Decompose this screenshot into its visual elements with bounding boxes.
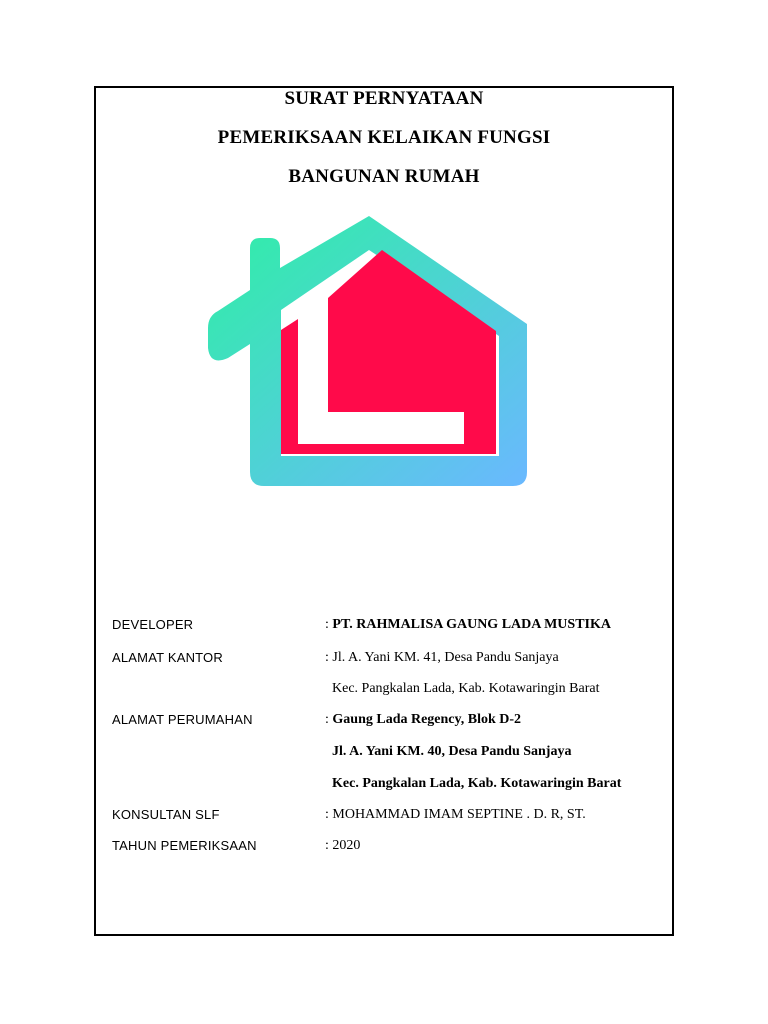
developer-value — [325, 617, 611, 633]
alamat-perumahan-label: ALAMAT PERUMAHAN — [112, 712, 253, 727]
alamat-perumahan-line-2: Jl. A. Yani KM. 40, Desa Pandu Sanjaya — [332, 744, 572, 759]
tahun-year: 2020 — [332, 838, 361, 853]
konsultan-row — [0, 807, 768, 829]
alamat-kantor-colon: : — [325, 650, 329, 665]
alamat-kantor-label: ALAMAT KANTOR — [112, 650, 223, 665]
alamat-perumahan-row — [0, 712, 768, 734]
alamat-perumahan-value — [325, 712, 521, 728]
doc-title-line-2: PEMERIKSAAN KELAIKAN FUNGSI — [217, 127, 551, 148]
alamat-perumahan-colon: : — [325, 712, 329, 727]
house-icon — [206, 216, 532, 486]
alamat-perumahan-line-1: Gaung Lada Regency, Blok D-2 — [332, 712, 522, 727]
konsultan-label: KONSULTAN SLF — [112, 807, 220, 822]
alamat-perumahan-row-2 — [0, 744, 768, 766]
tahun-row — [0, 838, 768, 860]
alamat-kantor-line-1: Jl. A. Yani KM. 41, Desa Pandu Sanjaya — [332, 650, 559, 665]
tahun-value — [325, 838, 360, 854]
alamat-kantor-line-2: Kec. Pangkalan Lada, Kab. Kotawaringin Barat — [332, 681, 600, 696]
konsultan-value — [325, 807, 586, 823]
tahun-label: TAHUN PEMERIKSAAN — [112, 838, 257, 853]
alamat-perumahan-row-3 — [0, 776, 768, 798]
konsultan-colon: : — [325, 807, 329, 822]
developer-row — [0, 617, 768, 639]
developer-name: PT. RAHMALISA GAUNG LADA MUSTIKA — [332, 617, 611, 632]
developer-label: DEVELOPER — [112, 617, 194, 632]
alamat-kantor-row-2 — [0, 681, 768, 703]
konsultan-name: MOHAMMAD IMAM SEPTINE . D. R, ST. — [332, 807, 586, 822]
alamat-perumahan-line-3: Kec. Pangkalan Lada, Kab. Kotawaringin Barat — [332, 776, 622, 791]
alamat-kantor-row — [0, 650, 768, 672]
alamat-kantor-value — [325, 650, 559, 666]
doc-title-line-1: SURAT PERNYATAAN — [284, 88, 484, 109]
developer-colon: : — [325, 617, 329, 632]
tahun-colon: : — [325, 838, 329, 853]
doc-title-line-3: BANGUNAN RUMAH — [288, 166, 480, 187]
